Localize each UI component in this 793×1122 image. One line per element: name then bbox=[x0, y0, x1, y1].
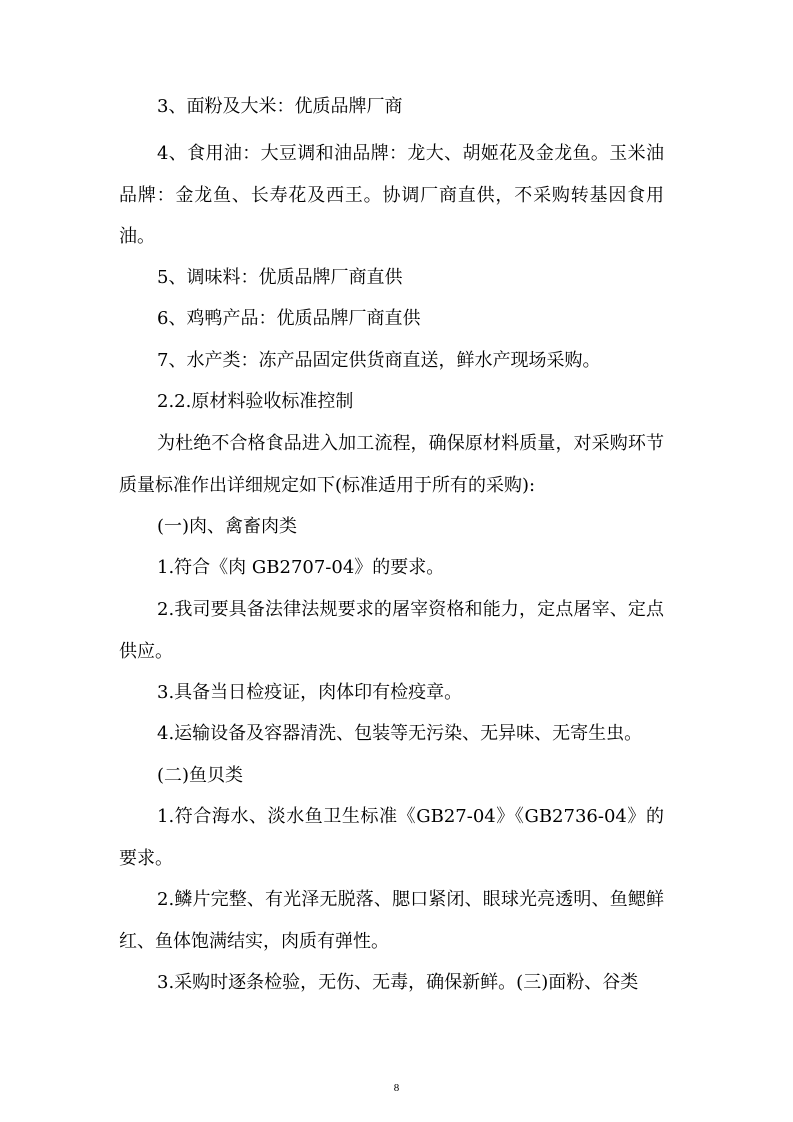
paragraph-intro: 为杜绝不合格食品进入加工流程，确保原材料质量，对采购环节质量标准作出详细规定如下(标准适用于所有的采购): bbox=[119, 433, 664, 496]
paragraph-seasoning: 5、调味料：优质品牌厂商直供 bbox=[157, 267, 403, 288]
subheading-meat: (一)肉、禽畜肉类 bbox=[157, 516, 298, 537]
page-number: 8 bbox=[393, 1082, 400, 1094]
subheading-fish: (二)鱼贝类 bbox=[157, 765, 244, 786]
paragraph-meat-4: 4.运输设备及容器清洗、包装等无污染、无异味、无寄生虫。 bbox=[157, 723, 643, 744]
paragraph-meat-1: 1.符合《肉 GB2707-04》的要求。 bbox=[157, 557, 445, 578]
paragraph-aquatic: 7、水产类：冻产品固定供货商直送，鲜水产现场采购。 bbox=[157, 350, 601, 371]
paragraph-cooking-oil: 4、食用油：大豆调和油品牌：龙大、胡姬花及金龙鱼。玉米油品牌：金龙鱼、长寿花及西王。协调厂商直供，不采购转基因食用油。 bbox=[119, 143, 664, 247]
paragraph-fish-3: 3.采购时逐条检验，无伤、无毒，确保新鲜。(三)面粉、谷类 bbox=[157, 972, 639, 993]
paragraph-meat-2: 2.我司要具备法律法规要求的屠宰资格和能力，定点屠宰、定点供应。 bbox=[119, 599, 664, 662]
paragraph-fish-2: 2.鳞片完整、有光泽无脱落、腮口紧闭、眼球光亮透明、鱼鳃鲜红、鱼体饱满结实，肉质有弹性。 bbox=[119, 889, 664, 952]
section-heading-inspection: 2.2.原材料验收标准控制 bbox=[157, 391, 354, 412]
paragraph-fish-1: 1.符合海水、淡水鱼卫生标准《GB27-04》《GB2736-04》的要求。 bbox=[119, 806, 664, 869]
paragraph-poultry: 6、鸡鸭产品：优质品牌厂商直供 bbox=[157, 308, 421, 329]
paragraph-meat-3: 3.具备当日检疫证，肉体印有检疫章。 bbox=[157, 682, 463, 703]
paragraph-flour-rice: 3、面粉及大米：优质品牌厂商 bbox=[157, 96, 403, 117]
